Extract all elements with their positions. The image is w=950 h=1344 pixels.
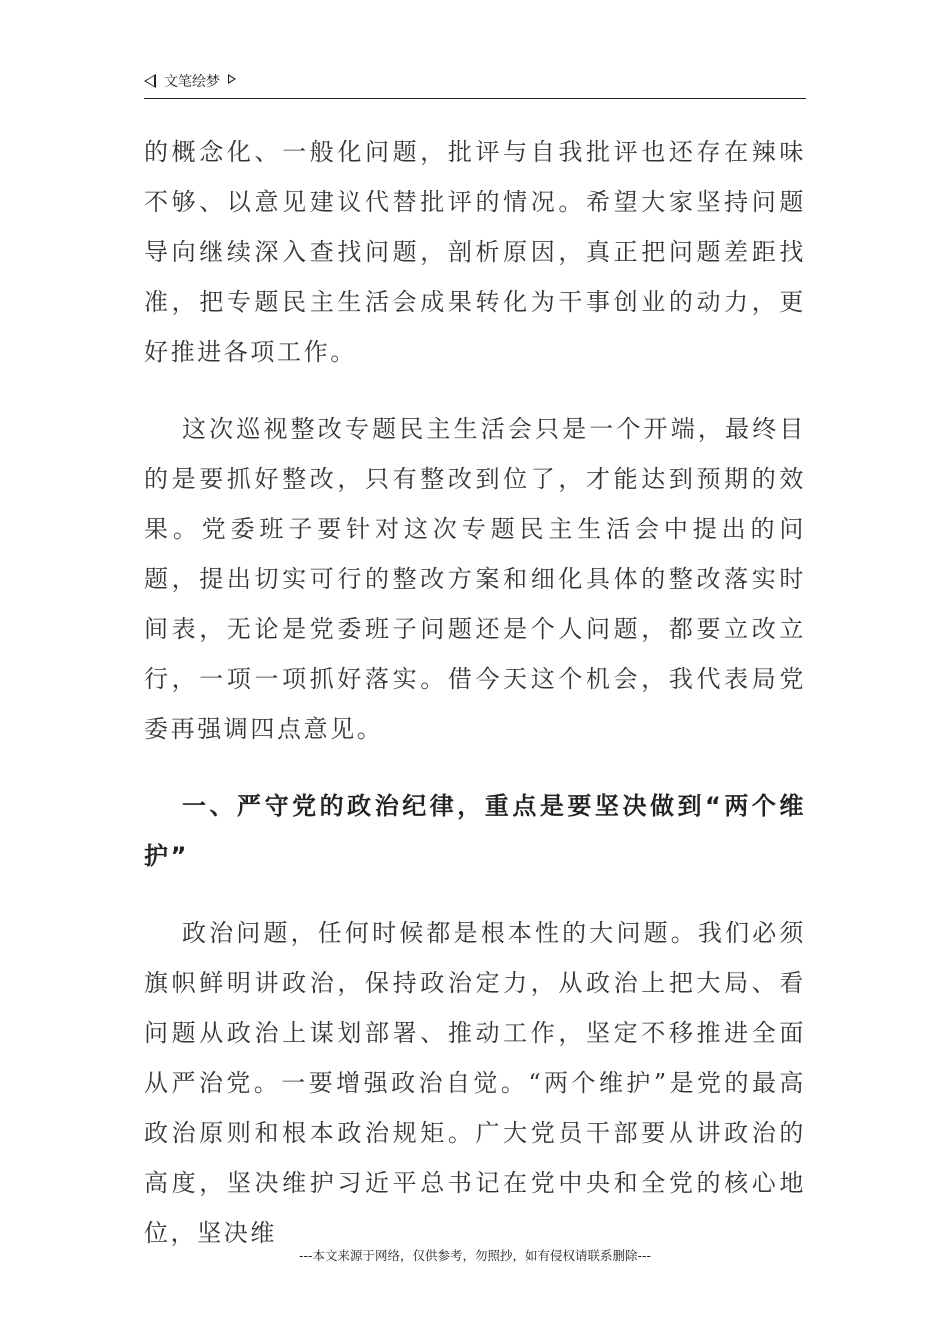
paragraph-rectification: 这次巡视整改专题民主生活会只是一个开端，最终目的是要抓好整改，只有整改到位了，才能达到预期的效果。党委班子要针对这次专题民主生活会中提出的问题，提出切实可行的整改方案和细化具体的整改落实时间表，无论是党委班子问题还是个人问题，都要立改立行，一项一项抓好落实。借今天这个机会，我代表局党委再强调四点意见。 [144,415,806,743]
header-brand: 文笔绘梦 [164,74,220,90]
triangle-left-icon [144,74,156,88]
page-footer-disclaimer: ---本文来源于网络，仅供参考，勿照抄，如有侵权请联系删除--- [298,1248,652,1263]
page-header [144,70,806,99]
paragraph-continued: 的概念化、一般化问题，批评与自我批评也还存在辣味不够、以意见建议代替批评的情况。希望大家坚持问题导向继续深入查找问题，剖析原因，真正把问题差距找准，把专题民主生活会成果转化为干事创业的动力，更好推进各项工作。 [144,138,806,366]
document-body [144,127,806,1258]
section-heading-1: 一、严守党的政治纪律，重点是要坚决做到“两个维护” [144,792,806,870]
paragraph-politics: 政治问题，任何时候都是根本性的大问题。我们必须旗帜鲜明讲政治，保持政治定力，从政治上把大局、看问题从政治上谋划部署、推动工作，坚定不移推进全面从严治党。一要增强政治自觉。“两个维护”是党的最高政治原则和根本政治规矩。广大党员干部要从讲政治的高度，坚决维护习近平总书记在党中央和全党的核心地位，坚决维 [144,919,806,1247]
triangle-right-icon [228,74,236,84]
